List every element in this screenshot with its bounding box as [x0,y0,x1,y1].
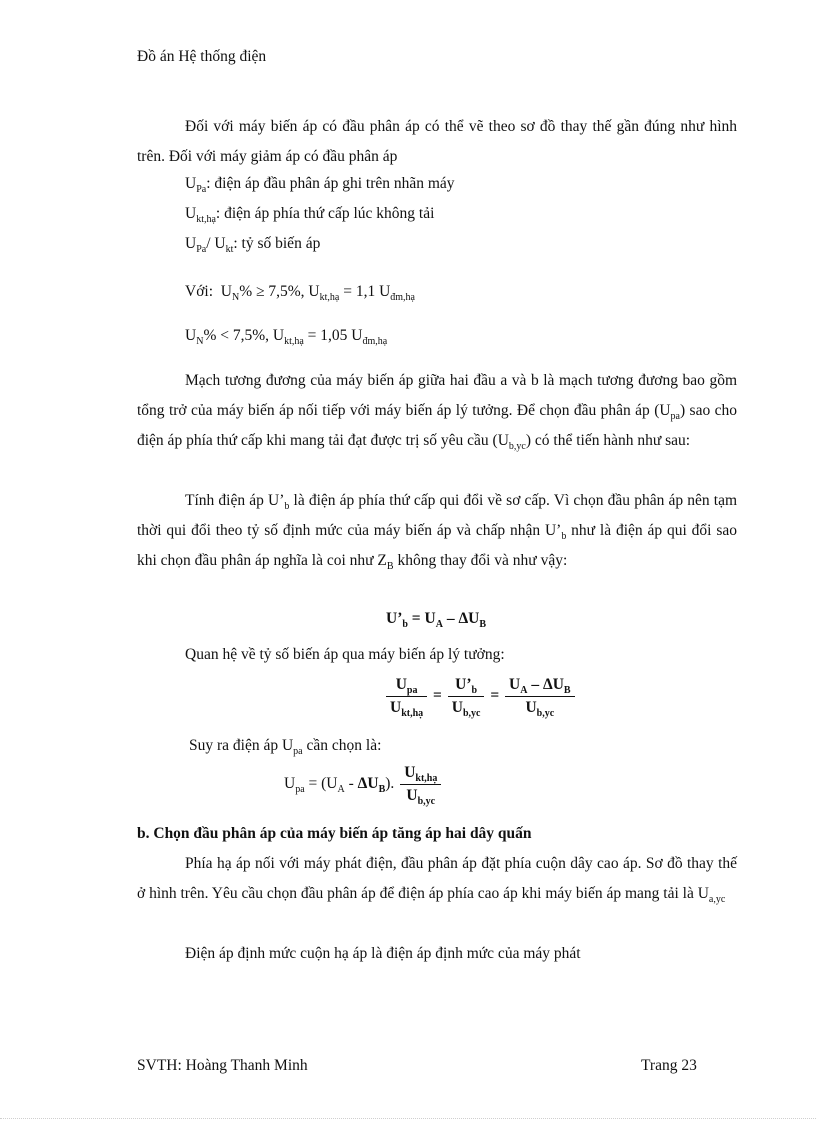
condition-1: Với: $U_N\% \ge 7,5\%$, $U_{kt,hạ} = 1,1$ $U_{đm,hạ}$ [185,283,415,303]
definition-ukt: $U_{kt,hạ}$: điện áp phía thứ cấp lúc không tải [185,205,435,225]
calc-paragraph: Tính điện áp $U’_b$ là điện áp phía thứ cấp qui đổi về sơ cấp. Vì chọn đầu phân áp nên tạm thời qui đổi theo tỷ số định mức của máy biến áp và chấp nhận $U’_b$ như là điện áp qui đổi sao khi chọn đầu phân áp nghĩa là coi như $Z_B$ không thay đổi và như vậy: [137,492,737,572]
circuit-paragraph: Mạch tương đương của máy biến áp giữa hai đầu a và b là mạch tương đương bao gồm tổng trở của máy biến áp nối tiếp với máy biến áp lý tưởng. Để chọn đầu phân áp $(U_{pa})$ sao cho điện áp phía thứ cấp khi mang tải đạt được trị số yêu cầu $(U_{b,yc})$ có thể tiến hành như sau: [137,372,737,452]
section-b-paragraph: Phía hạ áp nối với máy phát điện, đầu phân áp đặt phía cuộn dây cao áp. Sơ đồ thay thế ở hình trên. Yêu cầu chọn đầu phân áp để điện áp phía cao áp khi máy biến áp mang tải là $U_{a,yc}$ [137,855,737,905]
equation-upa: $U_{pa} = (U_A - \Delta U_B)$. $\frac{U_{kt,hạ}}{U_{b,yc}}$ [284,764,443,805]
definition-upa: $U_{Pa}$: điện áp đầu phân áp ghi trên nhãn máy [185,175,455,195]
footer-page-number: Trang 23 [641,1057,697,1074]
definition-ratio: $U_{Pa}/$ $U_{kt}$: tỷ số biến áp [185,235,321,255]
equation-ub: $U’_b = U_A - \Delta U_B$ [386,610,487,630]
footer-student: SVTH: Hoàng Thanh Minh [137,1057,308,1074]
section-b-heading: b. Chọn đầu phân áp của máy biến áp tăng áp hai dây quấn [137,825,532,842]
condition-2: $U_N\% < 7,5\%$, $U_{kt,hạ} = 1,05$ $U_{đm,hạ}$ [185,327,388,347]
equation-ratio: $\frac{U_{pa}}{U_{kt,hạ}}$ = $\frac{U’_b}{U_{b,yc}}$ = $\frac{U_A - \Delta U_B}{U_{b,yc}}$ [384,676,577,717]
page-bottom-divider [0,1118,816,1119]
section-b-paragraph-2: Điện áp định mức cuộn hạ áp là điện áp định mức của máy phát [185,945,581,962]
relation-text: Quan hệ về tỷ số biến áp qua máy biến áp lý tưởng: [185,646,505,663]
page-header: Đồ án Hệ thống điện [137,48,267,65]
derive-text: Suy ra điện áp $U_{pa}$ cần chọn là: [189,737,382,757]
intro-paragraph: Đối với máy biến áp có đầu phân áp có thể vẽ theo sơ đồ thay thế gần đúng như hình trên. Đối với máy giảm áp có đầu phân áp [137,118,737,165]
